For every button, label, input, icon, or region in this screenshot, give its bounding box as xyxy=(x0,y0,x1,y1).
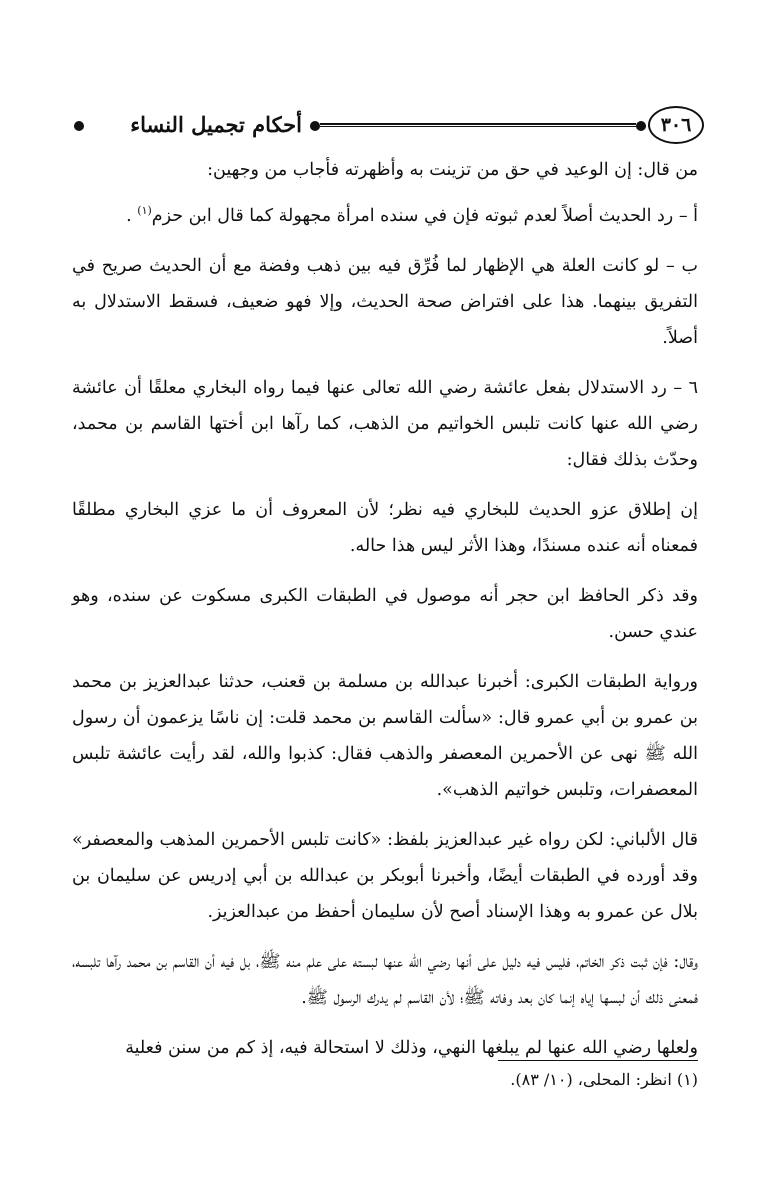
page-header xyxy=(72,106,698,146)
paragraph-text: أ – رد الحديث أصلاً لعدم ثبوته فإن في سنده امرأة مجهولة كما قال ابن حزم xyxy=(151,206,698,226)
footnote-marker: (١) xyxy=(137,204,152,218)
running-title: أحكام تجميل النساء xyxy=(130,112,302,137)
header-rule xyxy=(320,123,636,127)
paragraph: من قال: إن الوعيد في حق من تزينت به وأظهرته فأجاب من وجهين: xyxy=(207,160,698,180)
paragraph: ورواية الطبقات الكبرى: أخبرنا عبدالله بن مسلمة بن قعنب، حدثنا عبدالعزيز بن محمد بن عمرو بن أبي عمرو قال: «سألت القاسم بن محمد قلت: إن ناسًا يزعمون أن رسول الله ﷺ نهى عن الأحمرين المعصفر والذهب فقال: كذبوا والله، لقد رأيت عائشة تلبس المعصفرات، وتلبس خواتيم الذهب». xyxy=(72,672,698,800)
paragraph: وقد ذكر الحافظ ابن حجر أنه موصول في الطبقات الكبرى مسكوت عن سنده، وهو عندي حسن. xyxy=(72,586,698,642)
body-text xyxy=(72,152,698,1080)
paragraph: قال الألباني: لكن رواه غير عبدالعزيز بلفظ: «كانت تلبس الأحمرين المذهب والمعصفر» وقد أورده في الطبقات أيضًا، وأخبرنا أبوبكر بن عبدالله بن أبي إدريس عن سليمان بن بلال عن عمرو به وهذا الإسناد أصح لأن سليمان أحفظ من عبدالعزيز. xyxy=(72,830,698,922)
paragraph: أ – رد الحديث أصلاً لعدم ثبوته فإن في سنده امرأة مجهولة كما قال ابن حزم$^{(١)}$ . xyxy=(126,204,698,226)
header-bullet-icon xyxy=(74,121,84,131)
paragraph: وقال: فإن ثبت ذكر الخاتم، فليس فيه دليل على أنها رضي الله عنها لبسته على علم منه ﷺ، بل فيه أن القاسم بن محمد رآها تلبسه، فمعنى ذلك أن لبسها إياه إنما كان بعد وفاته ﷺ؛ لأن القاسم لم يدرك الرسول ﷺ. xyxy=(72,952,698,1008)
paragraph: ب – لو كانت العلة هي الإظهار لما فُرِّق فيه بين ذهب وفضة مع أن الحديث صريح في التفريق بينهما. هذا على افتراض صحة الحديث، وإلا فهو ضعيف، فسقط الاستدلال به أصلاً. xyxy=(72,256,698,348)
paragraph: إن إطلاق عزو الحديث للبخاري فيه نظر؛ لأن المعروف أن ما عزي البخاري مطلقًا فمعناه أنه عنده مسندًا، وهذا الأثر ليس هذا حاله. xyxy=(72,500,698,556)
footnote-rule xyxy=(498,1060,698,1061)
paragraph: ولعلها رضي الله عنها لم يبلغها النهي، وذلك لا استحالة فيه، إذ كم من سنن فعلية xyxy=(125,1038,698,1058)
page-number: ٣٠٦ xyxy=(648,106,704,144)
paragraph: ٦ – رد الاستدلال بفعل عائشة رضي الله تعالى عنها فيما رواه البخاري معلقًا أن عائشة رضي الله عنها كانت تلبس الخواتيم من الذهب، كما رآها ابن أختها القاسم بن محمد، وحدّث بذلك فقال: xyxy=(72,378,698,470)
footnote: (١) انظر: المحلى، (١٠/ ٨٣). xyxy=(510,1070,698,1089)
header-bullet-icon xyxy=(636,121,646,131)
header-bullet-icon xyxy=(310,121,320,131)
